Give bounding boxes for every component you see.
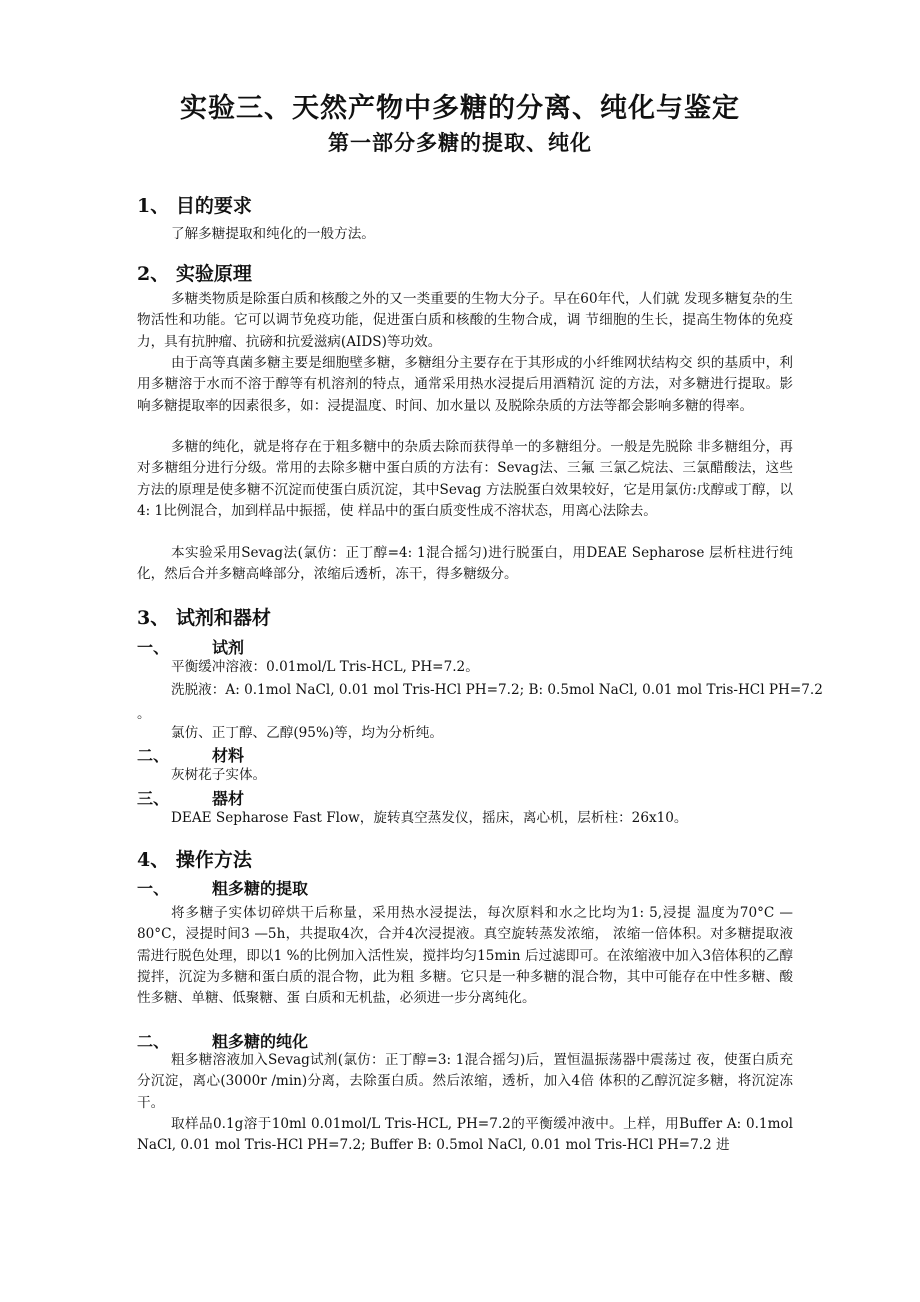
principle-paragraph-2: 由于高等真菌多糖主要是细胞壁多糖，多糖组分主要存在于其形成的小纤维网状结构交 织的基质中，利用多糖溶于水而不溶于醇等有机溶剂的特点，通常采用热水浸提后用酒精沉 淀的方法，对多糖进行提取。影响多糖提取率的因素很多，如：浸提温度、时间、加水量以 及脱除杂质的方法等都会影响多糖的得率。 [137,355,793,414]
equipment-line: DEAE Sepharose Fast Flow，旋转真空蒸发仪，摇床，离心机，层析柱：26x10。 [171,810,688,826]
subsection-number: 二、 [137,1032,170,1051]
subsection-purification [137,1029,308,1052]
reagent-line-2: 洗脱液：A: 0.1mol NaCl, 0.01 mol Tris-HCl PH=7.2; B: 0.5mol NaCl, 0.01 mol Tris-HCl PH=7.2 [171,682,823,698]
section-4-heading: 4、 操作方法 [137,849,252,871]
subsection-equipment [137,786,244,809]
purification-paragraph-2: 取样品0.1g溶于10ml 0.01mol/L Tris-HCL, PH=7.2的平衡缓冲液中。上样，用Buffer A: 0.1mol NaCl, 0.01 mol Tris-HCl PH=7.2; Buffer B: 0.5mol NaCl, 0.01 mol Tris-HCl PH=7.2 进 [137,1116,793,1154]
subsection-reagents [137,635,244,658]
subsection-extraction [137,876,308,899]
subsection-number: 三、 [137,789,170,808]
subsection-materials [137,743,244,766]
subsection-number: 二、 [137,746,170,765]
subsection-label: 材料 [212,746,245,765]
subsection-label: 试剂 [212,638,245,657]
purification-paragraph-1: 粗多糖溶液加入Sevag试剂(氯仿：正丁醇=3: 1混合摇匀)后，置恒温振荡器中震荡过 夜，使蛋白质充分沉淀，离心(3000r /min)分离，去除蛋白质。然后浓缩，透析，加入4倍 体积的乙醇沉淀多糖，将沉淀冻干。 [137,1052,793,1111]
principle-paragraph-3: 多糖的纯化，就是将存在于粗多糖中的杂质去除而获得单一的多糖组分。一般是先脱除 非多糖组分，再对多糖组分进行分级。常用的去除多糖中蛋白质的方法有：Sevag法、三氟 三氯乙烷法、三氯醋酸法，这些方法的原理是使多糖不沉淀而使蛋白质沉淀，其中Sevag 方法脱蛋白效果较好，它是用氯仿:戊醇或丁醇，以4: 1比例混合，加到样品中振摇，使 样品中的蛋白质变性成不溶状态，用离心法除去。 [137,439,793,519]
section-1-heading: 1、 目的要求 [137,195,252,217]
reagent-line-2-tail: 。 [137,706,151,722]
page-subtitle: 第一部分多糖的提取、纯化 [328,130,592,155]
extraction-paragraph: 将多糖子实体切碎烘干后称量，采用热水浸提法，每次原料和水之比均为1: 5,浸提 温度为70°C —80°C，浸提时间3 —5h，共提取4次，合并4次浸提液。真空旋转蒸发浓缩， 浓缩一倍体积。对多糖提取液需进行脱色处理，即以1 %的比例加入活性炭，搅拌均匀15min 后过滤即可。在浓缩液中加入3倍体积的乙醇搅拌，沉淀为多糖和蛋白质的混合物，此为粗 多糖。它只是一种多糖的混合物，其中可能存在中性多糖、酸性多糖、单糖、低聚糖、蛋 白质和无机盐，必须进一步分离纯化。 [137,905,793,1007]
section-2-heading: 2、 实验原理 [137,263,252,285]
page-title: 实验三、天然产物中多糖的分离、纯化与鉴定 [180,93,740,124]
subsection-label: 粗多糖的提取 [212,879,309,898]
reagent-line-1: 平衡缓冲溶液：0.01mol/L Tris-HCL, PH=7.2。 [171,659,479,675]
principle-paragraph-1: 多糖类物质是除蛋白质和核酸之外的又一类重要的生物大分子。早在60年代，人们就 发现多糖复杂的生物活性和功能。它可以调节免疫功能，促进蛋白质和核酸的生物合成，调 节细胞的生长，提高生物体的免疫力，具有抗肿瘤、抗磅和抗爱滋病(AIDS)等功效。 [137,291,793,350]
subsection-label: 粗多糖的纯化 [212,1032,309,1051]
subsection-number: 一、 [137,879,170,898]
materials-line: 灰树花子实体。 [171,767,267,783]
principle-paragraph-4: 本实验采用Sevag法(氯仿：正丁醇=4: 1混合摇匀)进行脱蛋白，用DEAE Sepharose 层析柱进行纯化，然后合并多糖高峰部分，浓缩后透析，冻干，得多糖级分。 [137,545,793,583]
subsection-label: 器材 [212,789,245,808]
section-3-heading: 3、 试剂和器材 [137,607,271,629]
reagent-line-3: 氯仿、正丁醇、乙醇(95%)等，均为分析纯。 [171,725,443,741]
subsection-number: 一、 [137,638,170,657]
section-1-text: 了解多糖提取和纯化的一般方法。 [171,226,375,242]
